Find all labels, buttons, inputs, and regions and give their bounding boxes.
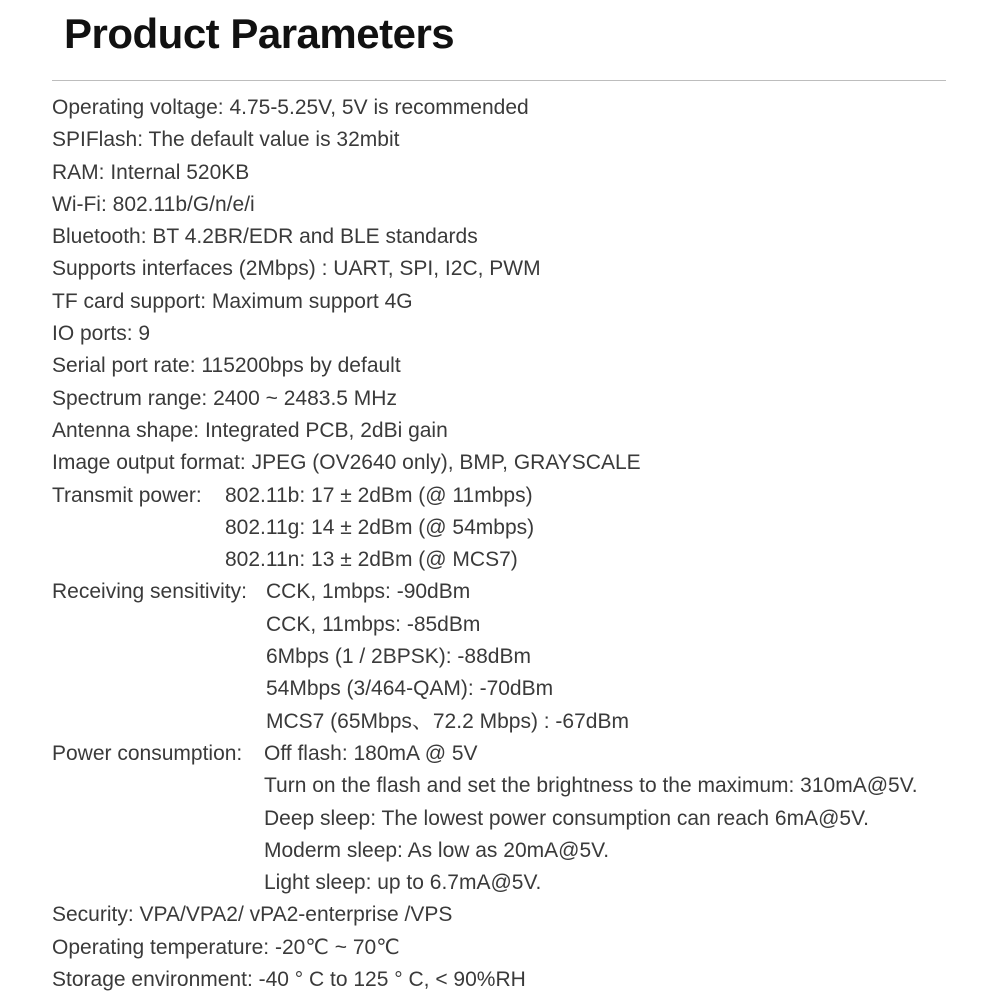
spec-ram: RAM: Internal 520KB [52,160,250,184]
receiving-sensitivity-label: Receiving sensitivity: [52,580,247,604]
spec-io-ports: IO ports: 9 [52,322,151,346]
receiving-sensitivity-line: 54Mbps (3/464-QAM): -70dBm [266,677,554,701]
power-consumption-line: Off flash: 180mA @ 5V [264,741,478,765]
page-title: Product Parameters [64,10,455,57]
receiving-sensitivity-line: MCS7 (65Mbps、72.2 Mbps) : -67dBm [266,709,629,733]
power-consumption-line: Turn on the flash and set the brightness to the maximum: 310mA@5V. [264,774,918,798]
transmit-power-line: 802.11b: 17 ± 2dBm (@ 11mbps) [225,483,533,507]
spec-image-output: Image output format: JPEG (OV2640 only), BMP, GRAYSCALE [52,451,641,475]
title-divider [52,80,946,81]
spec-serial-rate: Serial port rate: 115200bps by default [52,354,401,378]
spec-spiflash: SPIFlash: The default value is 32mbit [52,128,400,152]
transmit-power-line: 802.11n: 13 ± 2dBm (@ MCS7) [225,548,518,572]
power-consumption-line: Deep sleep: The lowest power consumption can reach 6mA@5V. [264,806,869,830]
spec-receiving-sensitivity [52,576,992,608]
spec-spectrum: Spectrum range: 2400 ~ 2483.5 MHz [52,386,397,410]
spec-power-consumption [52,738,992,770]
spec-antenna: Antenna shape: Integrated PCB, 2dBi gain [52,418,448,442]
transmit-power-label: Transmit power: [52,483,202,507]
spec-storage-environment: Storage environment: -40 ° C to 125 ° C, < 90%RH [52,968,526,992]
spec-bluetooth: Bluetooth: BT 4.2BR/EDR and BLE standards [52,225,478,249]
receiving-sensitivity-line: CCK, 11mbps: -85dBm [266,612,481,636]
spec-interfaces: Supports interfaces (2Mbps) : UART, SPI, I2C, PWM [52,257,541,281]
spec-security: Security: VPA/VPA2/ vPA2-enterprise /VPS [52,903,453,927]
power-consumption-line: Light sleep: up to 6.7mA@5V. [264,871,542,895]
receiving-sensitivity-line: CCK, 1mbps: -90dBm [266,580,471,604]
transmit-power-line: 802.11g: 14 ± 2dBm (@ 54mbps) [225,515,535,539]
spec-tf-card: TF card support: Maximum support 4G [52,289,413,313]
spec-list [52,92,992,996]
power-consumption-line: Moderm sleep: As low as 20mA@5V. [264,838,610,862]
spec-wifi: Wi-Fi: 802.11b/G/n/e/i [52,192,255,216]
receiving-sensitivity-line: 6Mbps (1 / 2BPSK): -88dBm [266,645,531,669]
spec-operating-temperature: Operating temperature: -20℃ ~ 70℃ [52,935,400,959]
spec-operating-voltage: Operating voltage: 4.75-5.25V, 5V is recommended [52,96,529,119]
spec-transmit-power [52,480,992,512]
power-consumption-label: Power consumption: [52,741,243,765]
